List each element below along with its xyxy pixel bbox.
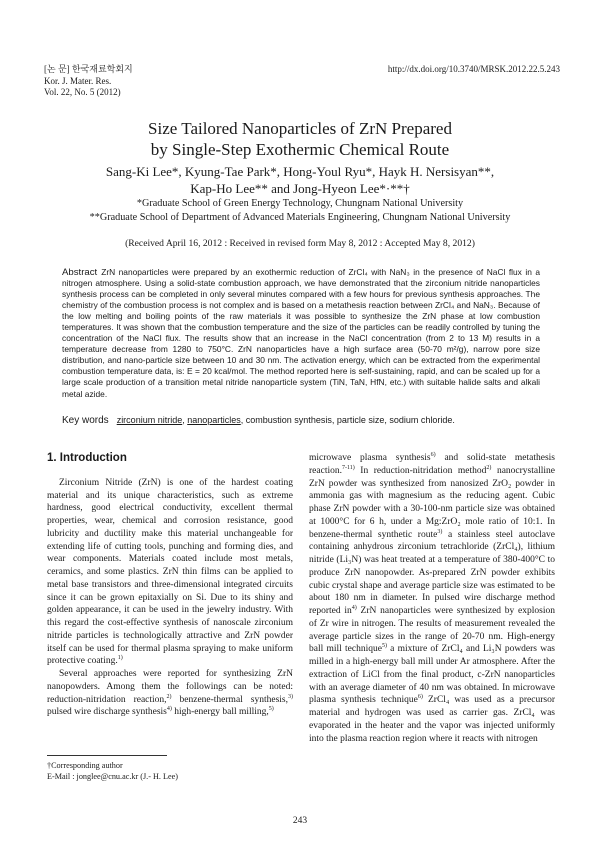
corresponding-author: †Corresponding author: [47, 761, 123, 770]
abstract-text: ZrN nanoparticles were prepared by an exothermic reduction of ZrCl₄ with NaN₃ in the presence of NaCl flux in a nitrogen atmosphere. Using a solid-state combustion approach, we have demonstrated that the zirconium nitride nanoparticles synthesis process can be completed in only several minutes compared with a few hours for previous synthesis approaches. The chemistry of the combustion process is not complex and is based on a metathesis reaction between ZrCl₄ and NaN₃. Because of the low melting and boiling points of the raw materials it was possible to synthesize the ZrN phase at low combustion temperatures. It was shown that the combustion temperature and the size of the particles can be readily controlled by tuning the concentration of the NaCl flux. The results show that an increase in the NaCl concentration (from 2 to 13 M) results in a temperature decrease from 1280 to 750°C. ZrN nanoparticles have a high surface area (50-70 m²/g), narrow pore size distribution, and nano-particle size between 10 and 30 nm. The activation energy, which can be extracted from the experimental combustion temperature data, is: E = 20 kcal/mol. The method reported here is self-sustaining, rapid, and can be scaled up for a large scale production of a transition metal nitride nanoparticle system (TiN, TaN, HfN, etc.) with suitable halide salts and alkali metal azide.: [62, 267, 540, 399]
keywords-rest: , combustion synthesis, particle size, sodium chloride.: [240, 415, 455, 425]
author-list: [40, 163, 560, 197]
citation: 6): [417, 694, 423, 701]
affiliations: [40, 197, 560, 225]
left-column: [47, 452, 293, 719]
citation: 3): [287, 693, 293, 700]
keyword-link[interactable]: nanoparticles: [187, 415, 241, 425]
paragraph-text: high-energy ball milling,: [171, 707, 269, 718]
keywords: Key words zirconium nitride, nanoparticles, combustion synthesis, particle size, sodium chloride.: [62, 415, 455, 426]
abstract: [62, 267, 540, 400]
author-email[interactable]: E-Mail : jonglee@cnu.ac.kr (J.- H. Lee): [47, 772, 178, 781]
footnote: [47, 760, 293, 782]
journal-info-line: Kor. J. Mater. Res.: [44, 75, 112, 86]
paragraph-text: a mixture of ZrCl₄ and Li₃N powders was milled in a high-energy ball mill under Ar atmosphere. After the extraction of LiCl from the final product, c-ZrN nanoparticles with an average diameter of 40 nm was obtained. In microwave plasma synthesis technique: [309, 644, 556, 706]
authors-line: Sang-Ki Lee*, Kyung-Tae Park*, Hong-Youl Ryu*, Hayk H. Nersisyan**,: [105, 164, 495, 179]
citation: 3): [437, 528, 443, 535]
paragraph: [47, 477, 293, 668]
doi-link[interactable]: http://dx.doi.org/10.3740/MRSK.2012.22.5.243: [387, 64, 560, 74]
abstract-label: Abstract: [62, 267, 98, 278]
right-column: [309, 452, 555, 745]
paragraph: [309, 452, 555, 745]
keyword-link[interactable]: zirconium nitride: [116, 415, 183, 425]
citation: 7-11): [341, 464, 355, 471]
authors-line: Kap-Ho Lee** and Jong-Hyeon Lee*·**†: [190, 181, 410, 196]
section-heading: 1. Introduction: [47, 452, 127, 464]
affiliation: *Graduate School of Green Energy Technology, Chungnam National University: [136, 198, 464, 209]
footnote-divider: [47, 755, 167, 756]
citation: 2): [486, 464, 492, 471]
paragraph-text: In reduction-nitridation method: [354, 465, 487, 476]
affiliation: **Graduate School of Department of Advanced Materials Engineering, Chungnam National University: [89, 212, 511, 223]
paragraph-text: nanocrystalline ZrN powder was synthesized from nanosized ZrO₂ powder in ammonia gas with magnesium as the reducing agent. Cubic phase ZrN powder with a 30-100-nm particle size was obtained at 1000°C for 6 h, under a Mg:ZrO₂ mole ratio of 10:1. In benzene-thermal synthetic route: [309, 465, 555, 540]
citation: 5): [268, 706, 274, 713]
title-line: Size Tailored Nanoparticles of ZrN Prepared: [148, 119, 452, 138]
paragraph-text: microwave plasma synthesis: [309, 453, 431, 463]
journal-info-line: Vol. 22, No. 5 (2012): [44, 87, 121, 97]
received-dates: (Received April 16, 2012 : Received in revised form May 8, 2012 : Accepted May 8, 2012): [125, 238, 475, 249]
journal-info: [44, 64, 133, 99]
keywords-label: Key words: [62, 415, 109, 426]
citation: 1): [117, 655, 123, 662]
page-number: 243: [292, 816, 308, 826]
paragraph-text: pulsed wire discharge synthesis: [47, 707, 167, 718]
citation: 4): [166, 706, 172, 713]
paragraph-text: Several approaches were reported for synthesizing ZrN nanopowders. Among them the followings can be noted: reduction-nitridation reaction,: [47, 669, 293, 705]
paper-title: [40, 118, 560, 160]
citation: 5): [381, 643, 387, 650]
paragraph-text: benzene-thermal synthesis,: [171, 694, 288, 705]
paragraph-text: a stainless steel autoclave containing anhydrous zirconium tetrachloride (ZrCl₄), lithium nitride (Li₃N) was heat treated at a temperature of 380-400°C to produce ZrN nanopowder. As-prepared ZrN powder exhibits cubic crystal shape and average particle size was estimated to be about 180 nm in diameter. In pulsed wire discharge method reported in: [309, 529, 555, 616]
title-line: by Single-Step Exothermic Chemical Route: [150, 140, 450, 159]
paragraph-text: ZrCl₄ was used as a precursor material and hydrogen was used as carrier gas. ZrCl₄ was evaporated in the heater and the vapor was injected uniformly into the plasma reaction region where it reacts with nitrogen: [309, 695, 555, 744]
journal-info-line: [논 문] 한국재료학회지: [44, 64, 133, 74]
paragraph: [47, 668, 293, 719]
paragraph-text: Zirconium Nitride (ZrN) is one of the hardest coating material and its unique characteristics, such as extreme hardness, good electrical conductivity, excellent thermal properties, wear, chemical and corrosion resistance, good lubricity and ductility make this material unchangeable for extending life of cutting tools, punching and forming dies, and wear components. Materials coated include most metals, ceramics, and some plastics. ZrN thin films can be applied to metal base transistors and three-dimensional integrated circuits since it can be grown epitaxially on Si. Due to its shiny and golden appearance, it can be used in the jewelry industry. With this regard the cost-effective synthesis of nanoscale zirconium nitride particles is technologically attractive and ZrN powder itself can be used for thermal plasma spraying to make uniform protective coating.: [47, 477, 293, 667]
paragraph-text: ZrN nanoparticles were synthesized by explosion of Zr wire in nitrogen. The results of measurement revealed the average particle sizes in the range of 20-70 nm. High-energy ball mill technique: [309, 606, 555, 655]
citation: 6): [430, 451, 436, 458]
citation: 2): [166, 693, 172, 700]
paragraph-text: and solid-state metathesis reaction.: [309, 453, 555, 476]
citation: 4): [351, 604, 357, 611]
